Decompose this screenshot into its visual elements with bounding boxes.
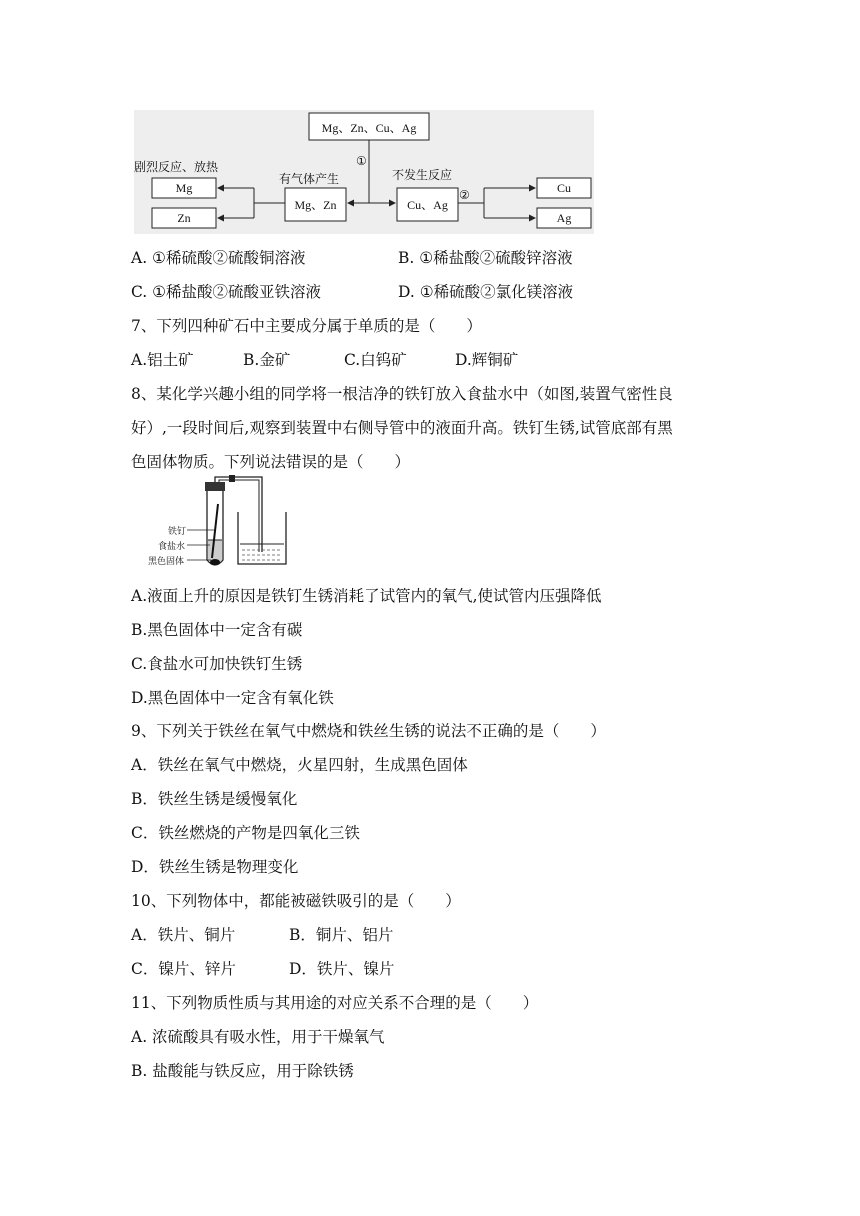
q11-option-a: A. 浓硫酸具有吸水性，用于干燥氧气: [131, 1028, 385, 1046]
cu-box: Cu: [556, 181, 571, 195]
q8-option-a: A.液面上升的原因是铁钉生锈消耗了试管内的氧气,使试管内压强降低: [131, 587, 602, 605]
vigorous-reaction-heading: 剧烈反应、放热: [134, 160, 219, 174]
q11-stem: 11、下列物质性质与其用途的对应关系不合理的是（ ）: [131, 994, 539, 1012]
ag-box: Ag: [556, 211, 572, 225]
q10-stem: 10、下列物体中，都能被磁铁吸引的是（ ）: [131, 892, 461, 910]
q7-option-b: B.金矿: [243, 351, 291, 369]
q9-option-a: A．铁丝在氧气中燃烧，火星四射，生成黑色固体: [131, 756, 468, 774]
top-mixture-box: Mg、Zn、Cu、Ag: [321, 121, 417, 135]
q8-option-c: C.食盐水可加快铁钉生锈: [131, 655, 303, 673]
step2-label: ②: [459, 188, 470, 202]
q8-stem-line2: 好）,一段时间后,观察到装置中右侧导管中的液面升高。铁钉生锈,试管底部有黑: [131, 419, 673, 437]
q9-option-b: B．铁丝生锈是缓慢氧化: [131, 790, 298, 808]
cu-ag-box: Cu、Ag: [407, 198, 448, 212]
separation-flowchart: [134, 110, 594, 234]
q6-option-c: C. ①稀盐酸②硫酸亚铁溶液: [131, 283, 322, 301]
q11-option-b: B. 盐酸能与铁反应，用于除铁锈: [131, 1062, 354, 1080]
q7-stem: 7、下列四种矿石中主要成分属于单质的是（ ）: [131, 317, 482, 335]
q10-option-b: B．铜片、铝片: [289, 926, 394, 944]
q6-option-a: A. ①稀硫酸②硫酸铜溶液: [131, 249, 306, 267]
q9-stem: 9、下列关于铁丝在氧气中燃烧和铁丝生锈的说法不正确的是（ ）: [131, 722, 606, 740]
q9-option-c: C．铁丝燃烧的产物是四氧化三铁: [131, 824, 360, 842]
mg-box: Mg: [175, 181, 193, 195]
q10-option-c: C．镍片、锌片: [131, 960, 236, 978]
step1-label: ①: [356, 154, 367, 168]
q8-option-d: D.黑色固体中一定含有氧化铁: [131, 689, 334, 707]
mg-zn-box: Mg、Zn: [294, 198, 337, 212]
gas-produced-heading: 有气体产生: [279, 172, 340, 186]
q6-option-b: B. ①稀盐酸②硫酸锌溶液: [398, 249, 573, 267]
q7-option-d: D.辉铜矿: [455, 351, 519, 369]
q6-option-d: D. ①稀硫酸②氯化镁溶液: [398, 283, 574, 301]
nail-label: 铁钉: [168, 527, 187, 537]
q10-option-a: A．铁片、铜片: [131, 926, 236, 944]
rusting-apparatus-figure: [134, 474, 304, 574]
q8-option-b: B.黑色固体中一定含有碳: [131, 621, 303, 639]
salt-water-label: 食盐水: [158, 542, 186, 552]
q8-stem-line1: 8、某化学兴趣小组的同学将一根洁净的铁钉放入食盐水中（如图,装置气密性良: [131, 385, 673, 403]
q7-option-c: C.白钨矿: [344, 351, 407, 369]
no-reaction-heading: 不发生反应: [392, 168, 453, 182]
q8-stem-line3: 色固体物质。下列说法错误的是（ ）: [131, 453, 411, 471]
q7-option-a: A.铝土矿: [131, 351, 194, 369]
black-solid-label: 黑色固体: [148, 557, 185, 567]
zn-box: Zn: [177, 211, 191, 225]
q9-option-d: D．铁丝生锈是物理变化: [131, 858, 299, 876]
q10-option-d: D．铁片、镍片: [289, 960, 395, 978]
